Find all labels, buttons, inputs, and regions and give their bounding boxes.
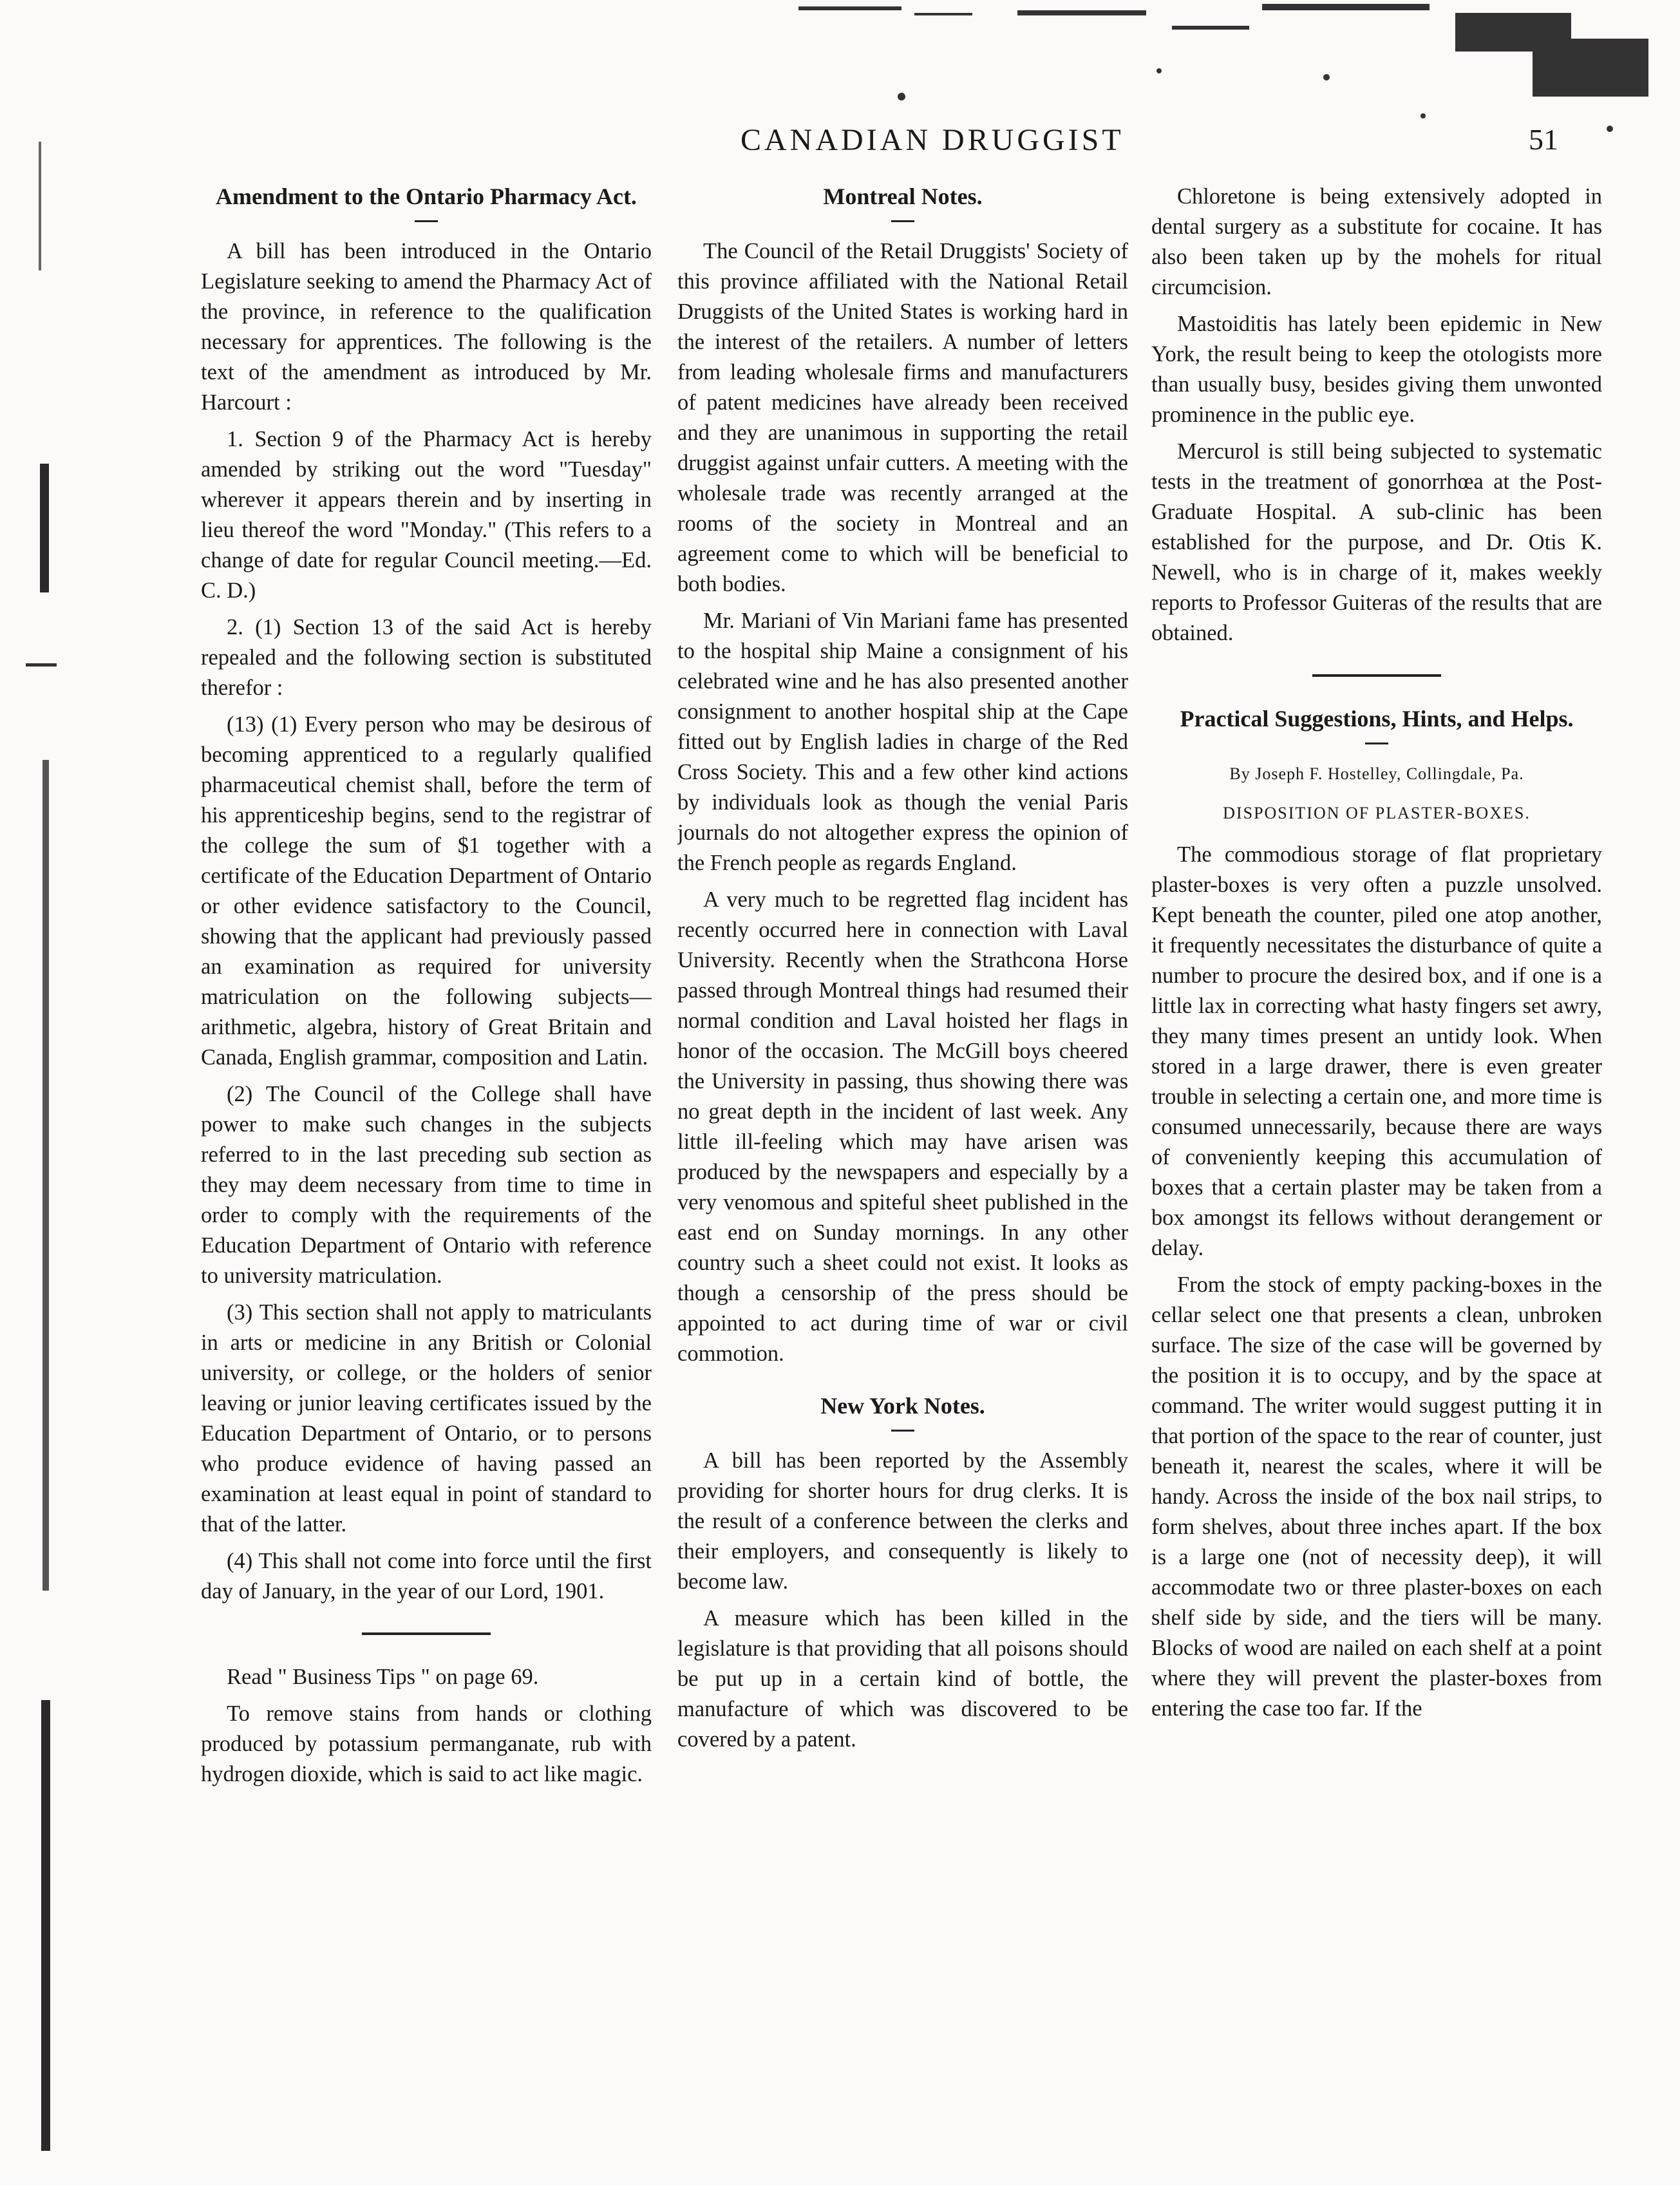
article-title: New York Notes.	[820, 1393, 985, 1419]
title-dash	[1365, 743, 1388, 744]
scan-edge-mark	[26, 663, 57, 667]
paragraph: Mercurol is still being subjected to systematic tests in the treatment of gonorrhœa at the Post-Graduate Hospital. A sub-clinic has been established for the purpose, and Dr. Otis K. Newell, who is in charge of it, makes weekly reports to Professor Guiteras of the results that are obtained.	[1151, 439, 1602, 645]
subheading: DISPOSITION OF PLASTER-BOXES.	[1223, 804, 1531, 822]
article-title: Practical Suggestions, Hints, and Helps.	[1180, 706, 1574, 732]
paragraph: Chloretone is being extensively adopted in dental surgery as a substitute for cocaine. It has also been taken up by the mohels for ritual circumcision.	[1151, 184, 1602, 299]
paragraph: (13) (1) Every person who may be desirous of becoming apprenticed to a regularly qualified pharmaceutical chemist shall, before the term of his apprenticeship begins, send to the registrar of the college the sum of $1 together with a certificate of the Education Department of Ontario or other evidence satisfactory to the Council, showing that the applicant had previously passed an examination as required for university matriculation on the following subjects—arithmetic, algebra, history of Great Britain and Canada, English grammar, composition and Latin.	[201, 712, 652, 1070]
paragraph: A very much to be regretted flag incident has recently occurred here in connection with Laval University. Recently when the Strathcona Horse passed through Montreal things had resumed their normal condition and Laval hoisted her flags in honor of the occasion. The McGill boys cheered the University in passing, thus showing there was no great depth in the incident of last week. Any little ill-feeling which may have arisen was produced by the newspapers and especially by a very venomous and spiteful sheet published in the east end on Sunday mornings. In any other country such a sheet could not exist. It looks as though a censorship of the press should be appointed to act during time of war or civil commotion.	[677, 887, 1128, 1366]
title-dash	[891, 220, 914, 222]
page-number: 51	[1529, 123, 1558, 156]
section-rule	[1312, 674, 1441, 677]
paragraph: (3) This section shall not apply to matriculants in arts or medicine in any British or Colonial university, or college, or the holders of senior leaving or junior leaving certificates issued by the Education Department of Ontario, or to persons who produce evidence of having passed an examination at least equal in point of standard to that of the latter.	[201, 1300, 652, 1537]
paragraph: The Council of the Retail Druggists' Society of this province affiliated with the National Retail Druggists of the United States is working hard in the interest of the retailers. A number of letters from leading wholesale firms and manufacturers of patent medicines have already been received and they are unanimous in supporting the retail druggist against unfair cutters. A meeting with the wholesale trade was recently arranged at the rooms of the society in Montreal and an agreement come to which will be beneficial to both bodies.	[677, 239, 1128, 596]
paragraph: A measure which has been killed in the legislature is that providing that all poisons should be put up in a certain kind of bottle, the manufacture of which was discovered to be covered by a patent.	[677, 1606, 1128, 1752]
journal-title: CANADIAN DRUGGIST	[741, 123, 1124, 157]
section-rule	[362, 1632, 491, 1635]
byline: By Joseph F. Hostelley, Collingdale, Pa.	[1229, 764, 1524, 783]
paragraph: Mr. Mariani of Vin Mariani fame has presented to the hospital ship Maine a consignment of his celebrated wine and he has also presented another consignment to another hospital ship at the Cape fitted out by English ladies in charge of the Red Cross Society. This and a few other kind actions by individuals look as though the venial Paris journals do not altogether express the opinion of the French people as regards England.	[677, 609, 1128, 875]
paragraph: Mastoiditis has lately been epidemic in New York, the result being to keep the otologists more than usually busy, besides giving them unwonted prominence in the public eye.	[1151, 312, 1602, 427]
column-middle	[677, 182, 1128, 2068]
note: Read " Business Tips " on page 69.	[227, 1665, 539, 1689]
note: To remove stains from hands or clothing produced by potassium permanganate, rub with hydrogen dioxide, which is said to act like magic.	[201, 1701, 652, 1786]
paragraph: A bill has been introduced in the Ontario Legislature seeking to amend the Pharmacy Act of the province, in reference to the qualification necessary for apprentices. The following is the text of the amendment as introduced by Mr. Harcourt :	[201, 239, 652, 415]
paragraph: 2. (1) Section 13 of the said Act is hereby repealed and the following section is substituted therefor :	[201, 615, 652, 700]
title-dash	[891, 1430, 914, 1432]
paragraph: 1. Section 9 of the Pharmacy Act is hereby amended by striking out the word "Tuesday" wherever it appears therein and by inserting in lieu thereof the word "Monday." (This refers to a change of date for regular Council meeting.—Ed. C. D.)	[201, 427, 652, 603]
scan-edge-mark	[41, 1700, 50, 2151]
scan-edge-mark	[42, 760, 49, 1591]
scan-edge-mark	[39, 142, 41, 270]
paragraph: (2) The Council of the College shall have power to make such changes in the subjects referred to in the last preceding sub section as they may deem necessary from time to time in order to comply with the requirements of the Education Department of Ontario with reference to university matriculation.	[201, 1082, 652, 1288]
scan-edge-mark	[40, 464, 49, 592]
page-header	[721, 111, 1558, 162]
paragraph: (4) This shall not come into force until the first day of January, in the year of our Lord, 1901.	[201, 1549, 652, 1603]
paragraph: The commodious storage of flat proprietary plaster-boxes is very often a puzzle unsolved. Kept beneath the counter, piled one atop another, it frequently necessitates the disturbance of quite a number to procure the desired box, and if one is a little lax in correcting what hasty fingers set awry, they many times present an untidy look. When stored in a large drawer, there is even greater trouble in selecting a certain one, and more time is consumed unnecessarily, because there are ways of conveniently keeping this accumulation of boxes that a certain plaster may be taken from a box amongst its fellows without derangement or delay.	[1151, 842, 1602, 1260]
article-title: Amendment to the Ontario Pharmacy Act.	[216, 184, 637, 209]
article-title: Montreal Notes.	[823, 184, 983, 209]
title-dash	[415, 220, 438, 222]
column-left	[201, 182, 652, 2068]
column-right	[1151, 182, 1602, 2068]
paragraph: A bill has been reported by the Assembly providing for shorter hours for drug clerks. It is the result of a conference between the clerks and their employers, and consequently is likely to become law.	[677, 1448, 1128, 1594]
paragraph: From the stock of empty packing-boxes in the cellar select one that presents a clean, unbroken surface. The size of the case will be governed by the position it is to occupy, and by the space at command. The writer would suggest putting it in that portion of the space to the rear of counter, just beneath it, nearest the scales, where it will be handy. Across the inside of the box nail strips, to form shelves, about three inches apart. If the box is a large one (not of necessity deep), it will accommodate two or three plaster-boxes on each shelf side by side, and the tiers will be many. Blocks of wood are nailed on each shelf at a point where they will prevent the plaster-boxes from entering the case too far. If the	[1151, 1272, 1602, 1721]
